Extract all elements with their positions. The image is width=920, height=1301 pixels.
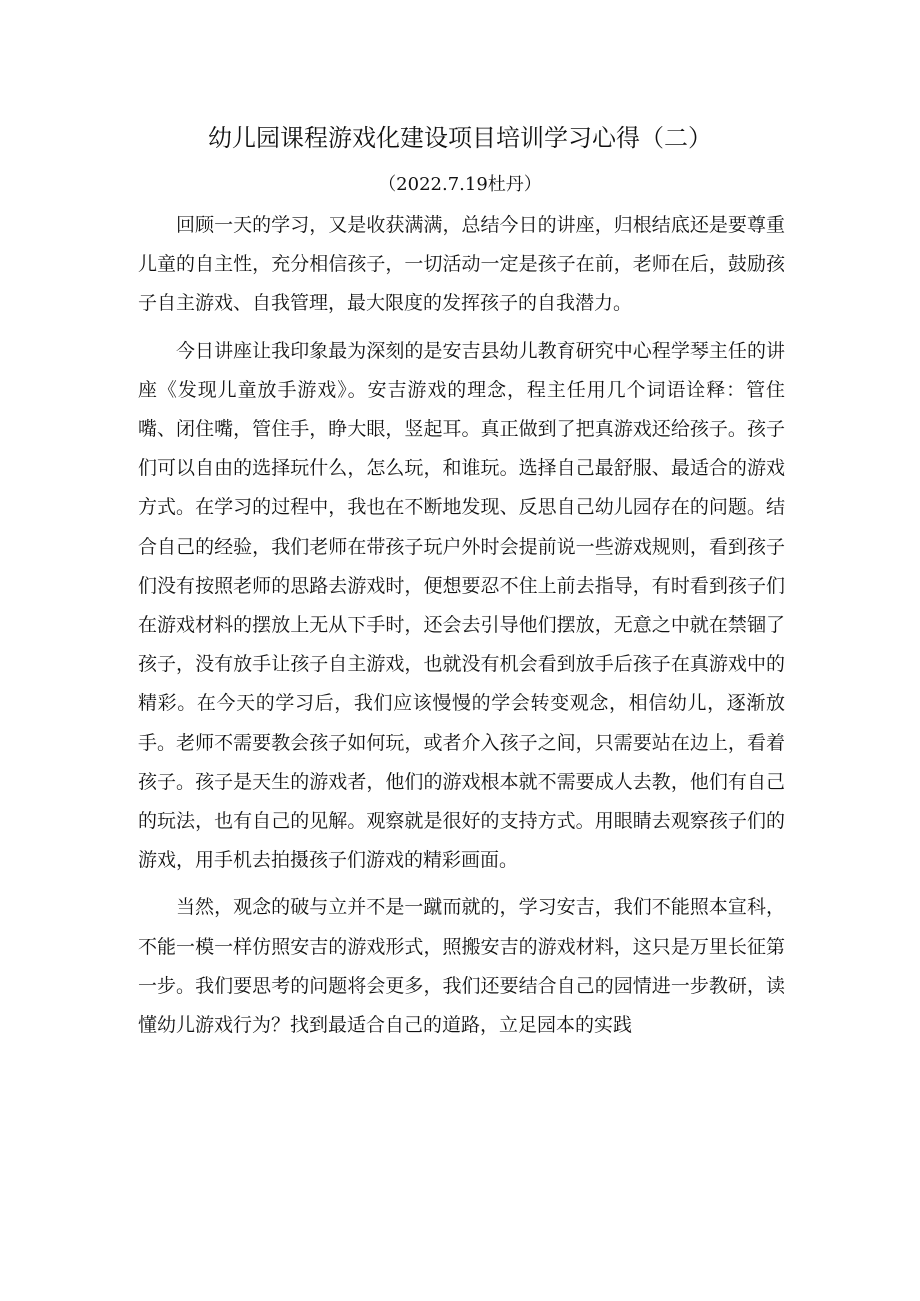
document-date-author: （2022.7.19杜丹） bbox=[378, 174, 542, 195]
paragraph-2: 今日讲座让我印象最为深刻的是安吉县幼儿教育研究中心程学琴主任的讲座《发现儿童放手游戏》。安吉游戏的理念，程主任用几个词语诠释：管住嘴、闭住嘴，管住手，睁大眼，竖起耳。真正做到了把真游戏还给孩子。孩子们可以自由的选择玩什么，怎么玩，和谁玩。选择自己最舒服、最适合的游戏方式。在学习的过程中，我也在不断地发现、反思自己幼儿园存在的问题。结合自己的经验，我们老师在带孩子玩户外时会提前说一些游戏规则，看到孩子们没有按照老师的思路去游戏时，便想要忍不住上前去指导，有时看到孩子们在游戏材料的摆放上无从下手时，还会去引导他们摆放，无意之中就在禁锢了孩子，没有放手让孩子自主游戏，也就没有机会看到放手后孩子在真游戏中的精彩。在今天的学习后，我们应该慢慢的学会转变观念，相信幼儿，逐渐放手。老师不需要教会孩子如何玩，或者介入孩子之间，只需要站在边上，看着孩子。孩子是天生的游戏者，他们的游戏根本就不需要成人去教，他们有自己的玩法，也有自己的见解。观察就是很好的支持方式。用眼睛去观察孩子们的游戏，用手机去拍摄孩子们游戏的精彩画面。 bbox=[138, 339, 785, 872]
paragraph-1: 回顾一天的学习，又是收获满满，总结今日的讲座，归根结底还是要尊重儿童的自主性，充分相信孩子，一切活动一定是孩子在前，老师在后，鼓励孩子自主游戏、自我管理，最大限度的发挥孩子的自我潜力。 bbox=[138, 214, 785, 315]
document-title: 幼儿园课程游戏化建设项目培训学习心得（二） bbox=[208, 124, 712, 152]
paragraph-3: 当然，观念的破与立并不是一蹴而就的，学习安吉，我们不能照本宣科，不能一模一样仿照安吉的游戏形式，照搬安吉的游戏材料，这只是万里长征第一步。我们要思考的问题将会更多，我们还要结合自己的园情进一步教研，读懂幼儿游戏行为？找到最适合自己的道路，立足园本的实践 bbox=[138, 896, 785, 1037]
document-body bbox=[138, 206, 785, 1045]
